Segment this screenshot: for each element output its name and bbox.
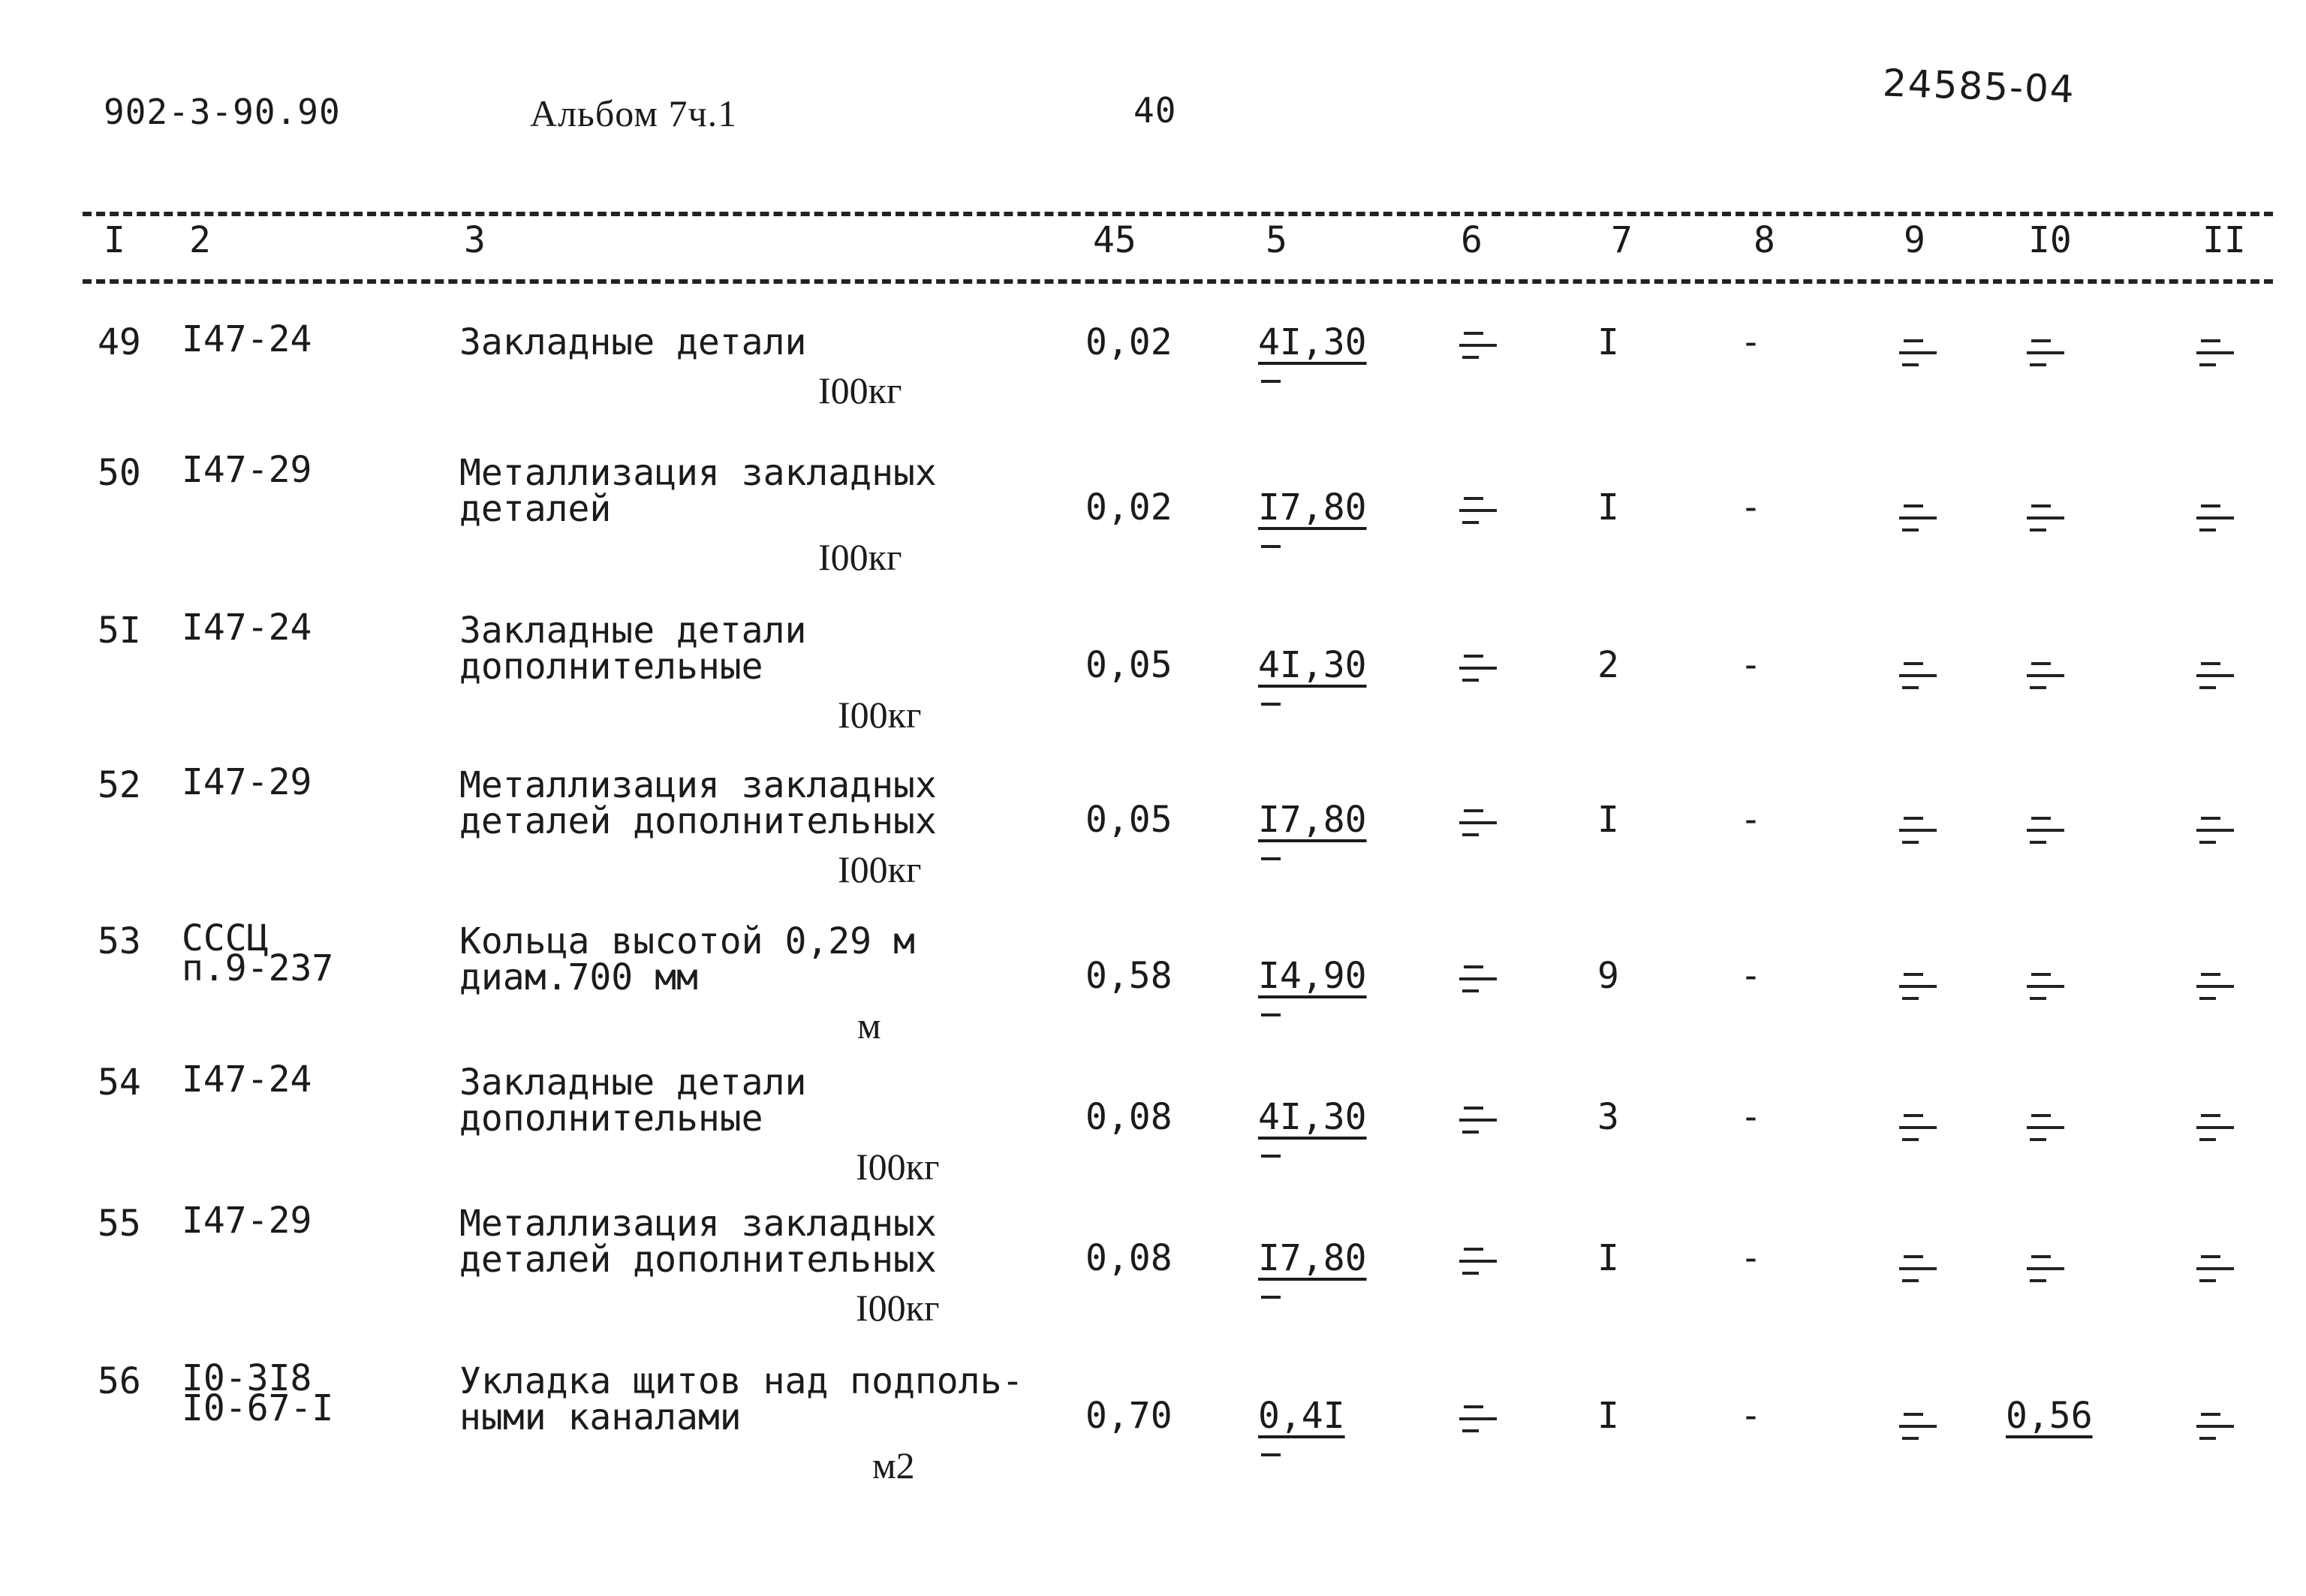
row-price: 4I,30 [1258, 644, 1367, 686]
row-quantity: 0,58 [1085, 955, 1173, 997]
row-code: СССЦ п.9-237 [182, 917, 334, 989]
price-ditto-dash [1261, 545, 1281, 548]
table-row [0, 318, 2306, 474]
row-quantity: 0,05 [1085, 644, 1173, 686]
ditto-mark-col-11 [2196, 504, 2234, 535]
row-code: I47-29 [182, 761, 312, 803]
ditto-mark-col-11 [2196, 662, 2234, 692]
row-description: Металлизация закладных деталей дополнительных [459, 1203, 937, 1281]
table-header-dashed-rule [83, 279, 2273, 284]
row-price: I7,80 [1258, 799, 1367, 841]
ditto-mark-col-6 [1459, 1405, 1497, 1435]
ditto-mark-col-10 [2027, 504, 2064, 535]
ditto-mark-col-10 [2027, 339, 2064, 369]
table-row [0, 1058, 2306, 1215]
column-header-5: 5 [1266, 219, 1287, 261]
ditto-mark-col-9 [1899, 504, 1937, 535]
row-number: 52 [98, 764, 141, 806]
row-price: 4I,30 [1258, 321, 1367, 363]
price-ditto-dash [1261, 1013, 1281, 1016]
row-number: 49 [98, 321, 141, 363]
table-row [0, 761, 2306, 917]
column-header-6: 6 [1461, 219, 1483, 261]
ditto-mark-col-9 [1899, 339, 1937, 369]
handwritten-stamp: 24585-04 [1882, 61, 2076, 112]
column-header-10: I0 [2028, 219, 2072, 261]
row-col-8: - [1740, 1395, 1762, 1437]
row-quantity: 0,02 [1085, 486, 1173, 528]
table-row [0, 449, 2306, 605]
row-description: Кольца высотой 0,29 м диам.700 мм [459, 920, 915, 998]
row-code: I47-29 [182, 1200, 312, 1242]
ditto-mark-col-10 [2027, 662, 2064, 692]
row-col-10: 0,56 [2006, 1395, 2093, 1437]
ditto-mark-col-10 [2027, 1114, 2064, 1144]
row-code: I0-3I8 I0-67-I [182, 1357, 334, 1429]
column-header-3: 3 [464, 219, 486, 261]
row-description: Закладные детали [459, 321, 807, 363]
row-price: I7,80 [1258, 1237, 1367, 1279]
page-number: 40 [1133, 90, 1177, 131]
row-quantity: 0,08 [1085, 1237, 1173, 1279]
ditto-mark-col-9 [1899, 1413, 1937, 1443]
ditto-mark-col-11 [2196, 1255, 2234, 1285]
row-number: 53 [98, 920, 141, 962]
column-header-11: II [2202, 219, 2246, 261]
column-header-45: 45 [1093, 219, 1136, 261]
row-unit: I00кг [818, 369, 902, 411]
row-col-8: - [1740, 799, 1762, 841]
document-code: 902-3-90.90 [104, 92, 341, 132]
column-header-1: I [104, 219, 125, 261]
row-description: Металлизация закладных деталей [459, 452, 937, 530]
row-number: 56 [98, 1360, 141, 1402]
ditto-mark-col-6 [1459, 655, 1497, 685]
row-price: 0,4I [1258, 1395, 1345, 1437]
row-unit: м2 [872, 1444, 915, 1486]
row-col-8: - [1740, 321, 1762, 363]
album-label: Альбом 7ч.1 [530, 92, 738, 134]
ditto-mark-col-6 [1459, 332, 1497, 362]
ditto-mark-col-6 [1459, 497, 1497, 527]
price-ditto-dash [1261, 380, 1281, 383]
row-col-8: - [1740, 1237, 1762, 1279]
row-number: 5I [98, 610, 141, 652]
ditto-mark-col-9 [1899, 817, 1937, 847]
row-col-7: I [1597, 1395, 1619, 1437]
ditto-mark-col-11 [2196, 973, 2234, 1003]
row-number: 54 [98, 1061, 141, 1104]
row-col-7: I [1597, 486, 1619, 528]
row-description: Металлизация закладных деталей дополнительных [459, 764, 937, 842]
row-number: 50 [98, 452, 141, 494]
column-header-2: 2 [189, 219, 211, 261]
ditto-mark-col-10 [2027, 1255, 2064, 1285]
row-code: I47-24 [182, 318, 312, 360]
price-ditto-dash [1261, 857, 1281, 860]
row-price: 4I,30 [1258, 1096, 1367, 1138]
ditto-mark-col-6 [1459, 1248, 1497, 1278]
column-header-9: 9 [1904, 219, 1925, 261]
table-row [0, 917, 2306, 1074]
row-col-8: - [1740, 955, 1762, 997]
row-unit: I00кг [838, 848, 922, 890]
row-col-8: - [1740, 1096, 1762, 1138]
row-col-7: 9 [1597, 955, 1619, 997]
row-unit: м [857, 1004, 881, 1046]
ditto-mark-col-10 [2027, 973, 2064, 1003]
ditto-mark-col-11 [2196, 339, 2234, 369]
price-ditto-dash [1261, 1155, 1281, 1158]
row-col-8: - [1740, 644, 1762, 686]
price-ditto-dash [1261, 1296, 1281, 1299]
row-quantity: 0,05 [1085, 799, 1173, 841]
row-quantity: 0,08 [1085, 1096, 1173, 1138]
table-row [0, 607, 2306, 763]
row-unit: I00кг [856, 1146, 940, 1188]
table-row [0, 1357, 2306, 1513]
row-unit: I00кг [818, 536, 902, 578]
ditto-mark-col-9 [1899, 1114, 1937, 1144]
table-top-dashed-rule [83, 212, 2273, 216]
column-header-7: 7 [1611, 219, 1633, 261]
row-code: I47-29 [182, 449, 312, 491]
row-number: 55 [98, 1203, 141, 1245]
ditto-mark-col-6 [1459, 1107, 1497, 1137]
price-ditto-dash [1261, 703, 1281, 706]
row-unit: I00кг [838, 694, 922, 736]
row-col-7: 3 [1597, 1096, 1619, 1138]
ditto-mark-col-11 [2196, 817, 2234, 847]
ditto-mark-col-11 [2196, 1114, 2234, 1144]
row-col-8: - [1740, 486, 1762, 528]
ditto-mark-col-6 [1459, 965, 1497, 995]
row-col-7: 2 [1597, 644, 1619, 686]
ditto-mark-col-9 [1899, 973, 1937, 1003]
row-unit: I00кг [856, 1287, 940, 1329]
row-col-7: I [1597, 321, 1619, 363]
ditto-mark-col-6 [1459, 809, 1497, 839]
price-ditto-dash [1261, 1453, 1281, 1456]
row-description: Закладные детали дополнительные [459, 1061, 807, 1140]
row-quantity: 0,02 [1085, 321, 1173, 363]
ditto-mark-col-10 [2027, 817, 2064, 847]
column-header-8: 8 [1754, 219, 1775, 261]
row-code: I47-24 [182, 607, 312, 649]
ditto-mark-col-9 [1899, 1255, 1937, 1285]
row-price: I4,90 [1258, 955, 1367, 997]
row-code: I47-24 [182, 1058, 312, 1101]
ditto-mark-col-11 [2196, 1413, 2234, 1443]
row-description: Закладные детали дополнительные [459, 610, 807, 688]
row-description: Укладка щитов над подполь- ными каналами [459, 1360, 1024, 1438]
row-quantity: 0,70 [1085, 1395, 1173, 1437]
table-row [0, 1200, 2306, 1356]
row-price: I7,80 [1258, 486, 1367, 528]
ditto-mark-col-9 [1899, 662, 1937, 692]
row-col-7: I [1597, 799, 1619, 841]
row-col-7: I [1597, 1237, 1619, 1279]
